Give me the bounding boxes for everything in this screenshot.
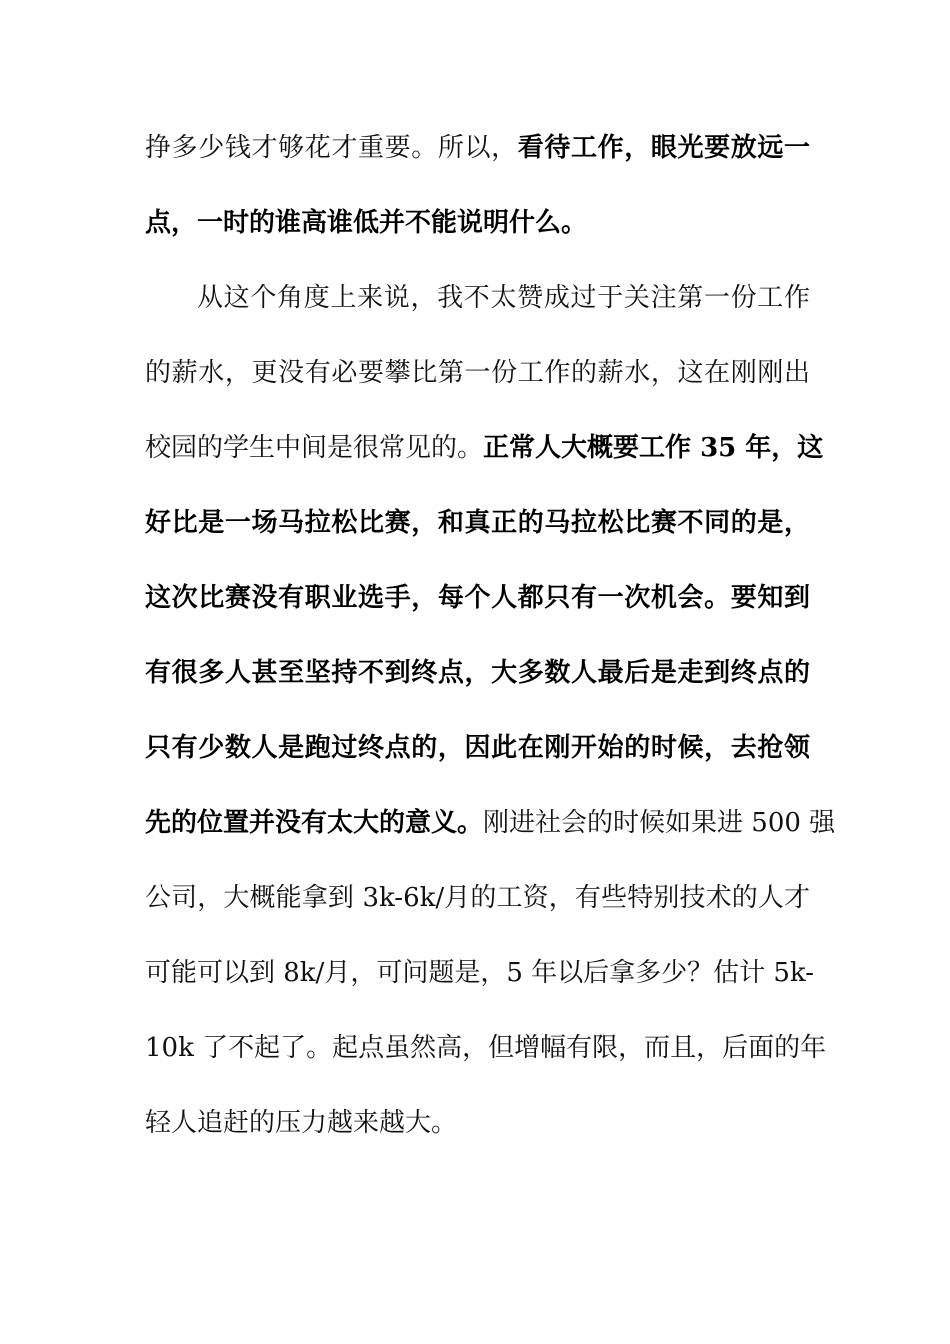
text-line-13 [145, 1028, 827, 1068]
text-line-1 [145, 128, 810, 168]
text-line-10 [145, 803, 836, 843]
text-segment: 轻人追赶的压力越来越大。 [145, 1108, 458, 1138]
text-line-12 [145, 953, 815, 993]
text-segment: 挣多少钱才够花才重要。所以， [145, 133, 518, 163]
bold-text-segment: 正常人大概要工作 35 年，这 [483, 433, 824, 463]
text-segment: 刚进社会的时候如果进 500 强 [483, 808, 836, 838]
bold-text-segment: 这次比赛没有职业选手，每个人都只有一次机会。要知到 [145, 583, 810, 613]
text-segment: 校园的学生中间是很常见的。 [145, 433, 484, 463]
bold-text-segment: 先的位置并没有太大的意义。 [145, 808, 484, 838]
text-line-3 [197, 278, 810, 318]
bold-text-segment: 好比是一场马拉松比赛，和真正的马拉松比赛不同的是， [145, 508, 810, 538]
bold-text-segment: 有很多人甚至坚持不到终点，大多数人最后是走到终点的 [145, 658, 810, 688]
text-line-6 [145, 503, 810, 543]
text-line-4 [145, 353, 810, 393]
text-line-7 [145, 578, 810, 618]
text-line-8 [145, 653, 810, 693]
bold-text-segment: 点，一时的谁高谁低并不能说明什么。 [145, 208, 588, 238]
text-line-14 [145, 1103, 810, 1143]
text-segment: 公司，大概能拿到 3k-6k/月的工资，有些特别技术的人才 [145, 883, 810, 913]
text-segment: 10k 了不起了。起点虽然高，但增幅有限，而且，后面的年 [145, 1033, 827, 1063]
bold-text-segment: 只有少数人是跑过终点的，因此在刚开始的时候，去抢领 [145, 733, 810, 763]
text-line-9 [145, 728, 810, 768]
text-line-11 [145, 878, 810, 918]
text-line-5 [145, 428, 824, 468]
bold-text-segment: 看待工作，眼光要放远一 [517, 133, 810, 163]
text-segment: 的薪水，更没有必要攀比第一份工作的薪水，这在刚刚出 [145, 358, 810, 388]
text-segment: 从这个角度上来说，我不太赞成过于关注第一份工作 [197, 283, 810, 313]
text-line-2 [145, 203, 810, 243]
text-segment: 可能可以到 8k/月，可问题是，5 年以后拿多少？估计 5k- [145, 958, 815, 988]
